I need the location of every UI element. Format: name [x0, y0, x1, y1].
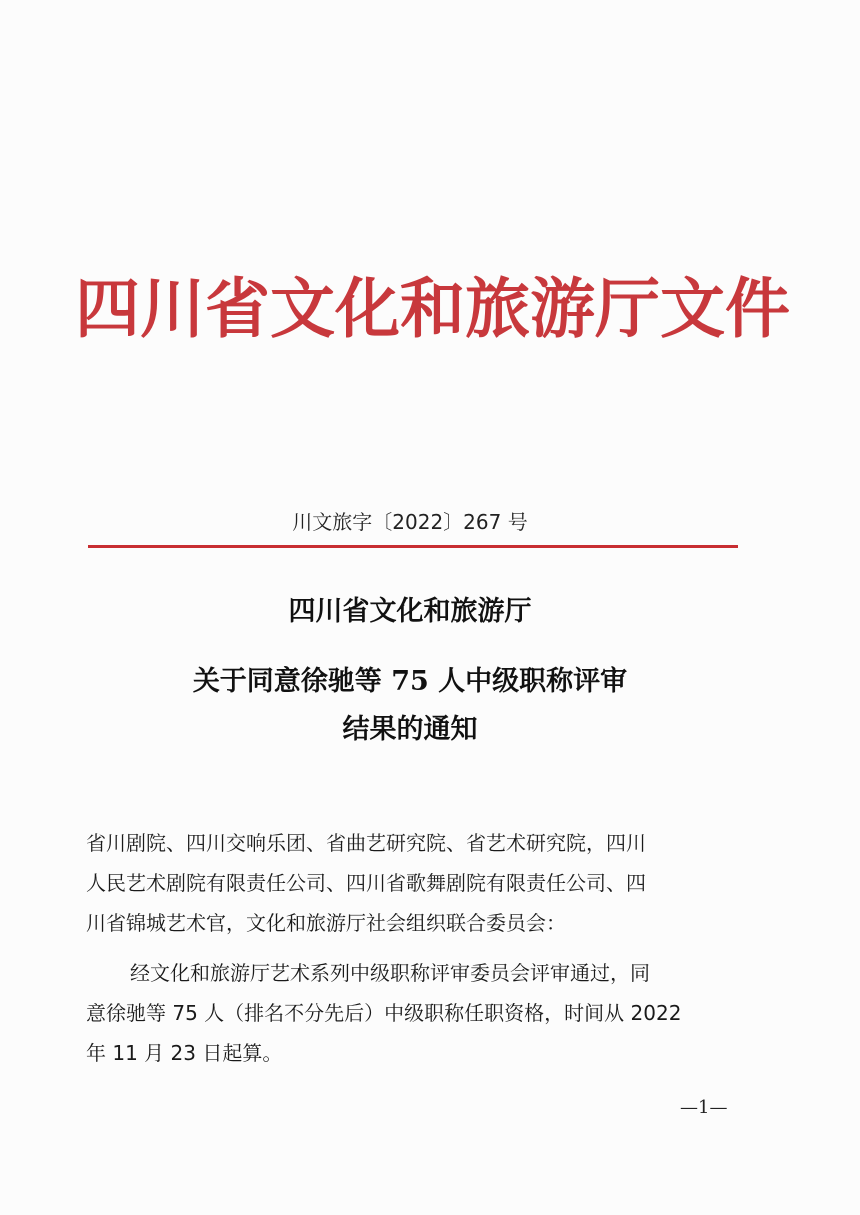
paragraph-line-3: 年 11 月 23 日起算。	[86, 1041, 283, 1065]
page-number: —1—	[680, 1097, 728, 1118]
title-line-1: 四川省文化和旅游厅	[288, 596, 532, 627]
header-divider	[88, 545, 738, 548]
recipients-line-1: 省川剧院、四川交响乐团、省曲艺研究院、省艺术研究院，四川	[86, 831, 646, 855]
title-line-3: 结果的通知	[342, 714, 478, 745]
title-line-2: 关于同意徐驰等 75 人中级职称评审	[192, 666, 628, 697]
paragraph-line-1: 经文化和旅游厅艺术系列中级职称评审委员会评审通过，同	[130, 961, 650, 985]
recipients-line-2: 人民艺术剧院有限责任公司、四川省歌舞剧院有限责任公司、四	[86, 871, 646, 895]
issuer-header-title: 四川省文化和旅游厅文件	[75, 271, 791, 347]
paragraph-line-2: 意徐驰等 75 人（排名不分先后）中级职称任职资格，时间从 2022	[86, 1001, 682, 1025]
document-number: 川文旅字〔2022〕267 号	[292, 510, 528, 534]
recipients-line-3: 川省锦城艺术官，文化和旅游厅社会组织联合委员会：	[86, 911, 566, 935]
